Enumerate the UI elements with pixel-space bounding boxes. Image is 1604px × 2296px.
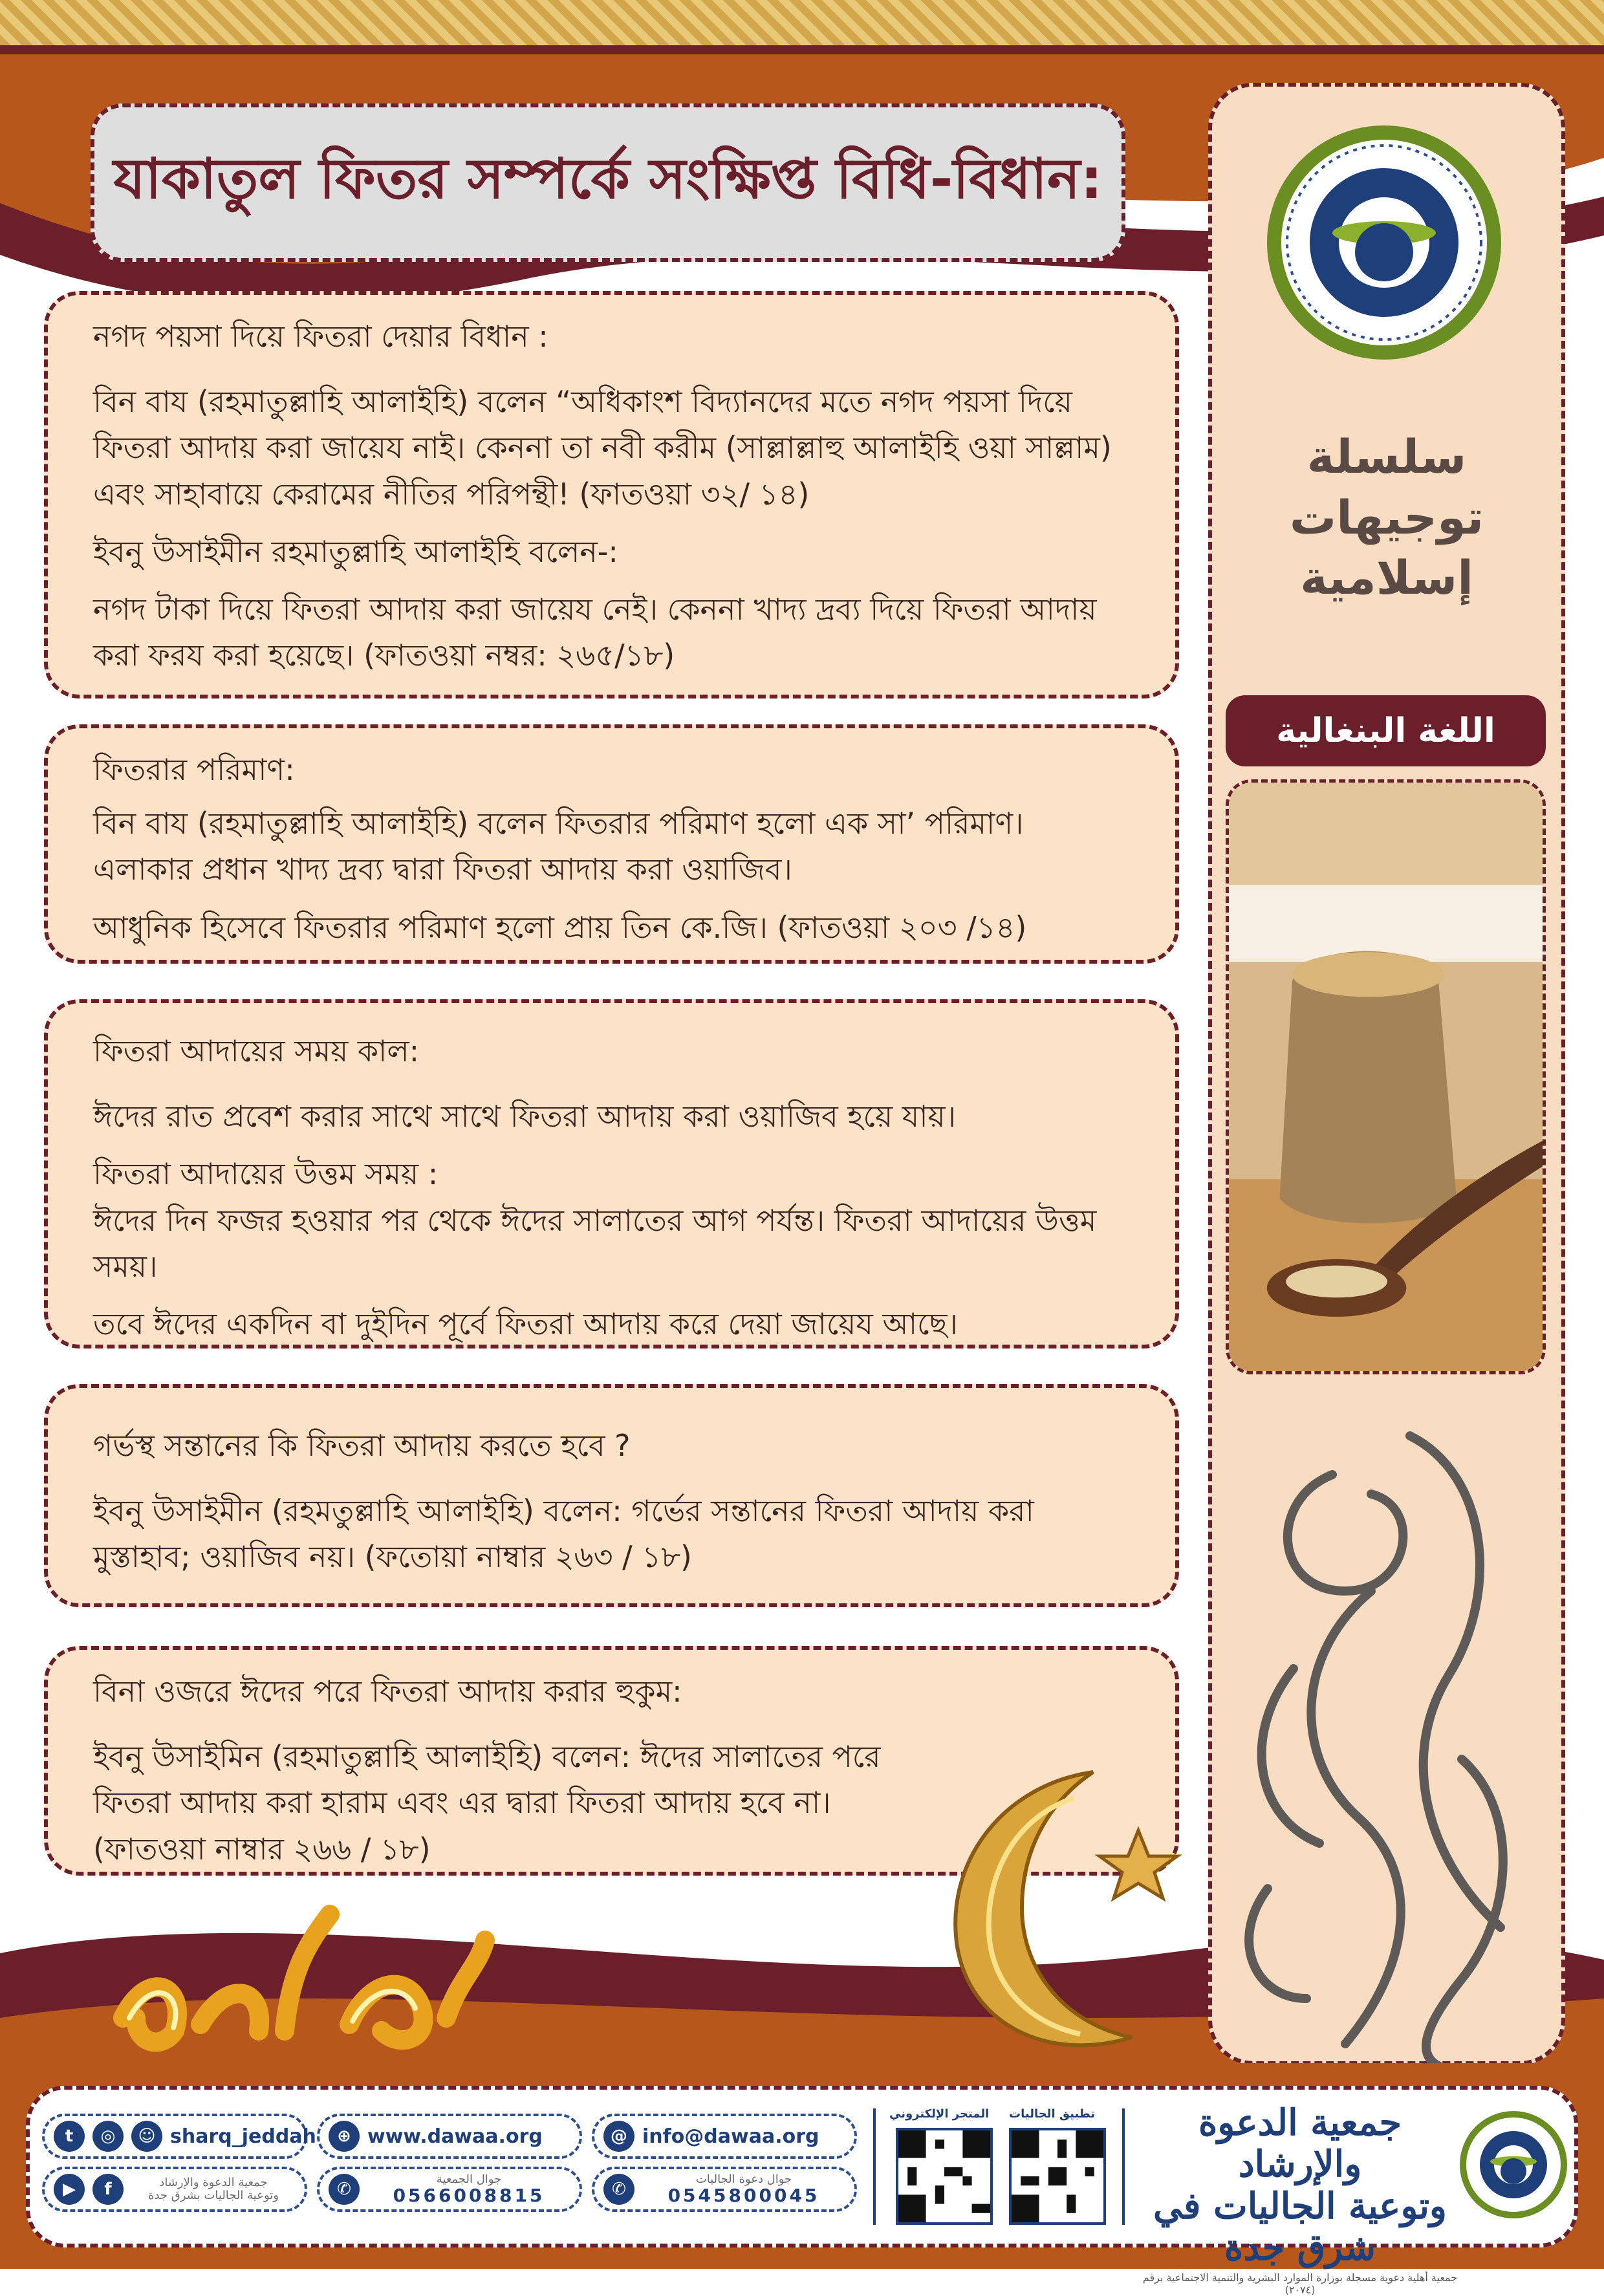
twitter-icon[interactable]: t: [54, 2121, 85, 2152]
facebook-icon[interactable]: f: [92, 2174, 124, 2205]
phone2-pill[interactable]: [592, 2167, 857, 2212]
whatsapp-icon[interactable]: ✆: [329, 2174, 360, 2205]
series-line: توجيهات: [1289, 490, 1484, 545]
card-paragraph: বিন বায (রহমাতুল্লাহি আলাইহি) বলেন “অধিকাংশ বিদ্যানদের মতে নগদ পয়সা দিয়ে ফিতরা আদায় করা জায়েয নাই। কেননা তা নবী করীম (সাল্লাল্লাহু আলাইহি ওয়া সাল্লাম) এবং সাহাবায়ে কেরামের নীতির পরিপন্থী! (ফাতওয়া ৩২/ ১৪): [93, 384, 1112, 512]
footer-logo: [1458, 2110, 1568, 2220]
info-card-fitra-time: [44, 999, 1179, 1348]
card-paragraph: নগদ টাকা দিয়ে ফিতরা আদায় করা জায়েয নেই। কেননা খাদ্য দ্রব্য দিয়ে ফিতরা আদায় করা ফরয করা হয়েছে। (ফাতওয়া নম্বর: ২৬৫/১৮): [93, 592, 1097, 673]
footer-divider: [873, 2108, 876, 2225]
info-card-unborn-child: [44, 1384, 1179, 1607]
qr-code-store[interactable]: [896, 2128, 993, 2225]
org-small-line: وتوعية الجاليات بشرق جدة: [148, 2189, 279, 2202]
card-paragraph: ইবনু উসাইমীন রহমাতুল্লাহি আলাইহি বলেন-:: [93, 534, 618, 569]
qr-label: تطبيق الجاليات: [1009, 2107, 1096, 2121]
crescent-moon-ornament: [925, 1759, 1197, 2057]
series-line: سلسلة: [1306, 429, 1467, 484]
qr-code-app[interactable]: [1009, 2128, 1106, 2225]
info-card-cash-fitra: [44, 291, 1179, 699]
email-pill[interactable]: [592, 2114, 857, 2159]
snapchat-icon[interactable]: ☺: [131, 2121, 162, 2152]
card-paragraph: ইবনু উসাইমিন (রহমাতুল্লাহি আলাইহি) বলেন: ঈদের সালাতের পরে ফিতরা আদায় করা হারাম এবং এর দ্বারা ফিতরা আদায় হবে না। (ফাতওয়া নাম্বার ২৬৬ / ১৮): [93, 1739, 881, 1867]
page-title: যাকাতুল ফিতর সম্পর্কে সংক্ষিপ্ত বিধি-বিধান:: [113, 147, 1103, 211]
card-paragraph: ঈদের দিন ফজর হওয়ার পর থেকে ঈদের সালাতের আগ পর্যন্ত। ফিতরা আদায়ের উত্তম সময়।: [93, 1202, 1097, 1284]
card-paragraph: বিন বায (রহমাতুল্লাহি আলাইহি) বলেন ফিতরার পরিমাণ হলো এক সা’ পরিমাণ। এলাকার প্রধান খাদ্য দ্রব্য দ্বারা ফিতরা আদায় করা ওয়াজিব।: [93, 806, 1024, 887]
phone-label: جوال الجمعية: [436, 2172, 502, 2186]
title-box: [91, 103, 1125, 262]
social-org-pill[interactable]: [42, 2167, 307, 2212]
website-pill[interactable]: [317, 2114, 582, 2159]
card-paragraph: তবে ঈদের একদিন বা দুইদিন পূর্বে ফিতরা আদায় করে দেয়া জায়েয আছে।: [93, 1306, 958, 1342]
series-title: [1208, 427, 1565, 609]
phone-label: جوال دعوة الجاليات: [695, 2172, 792, 2186]
series-line: إسلامية: [1300, 550, 1473, 605]
card-heading: ফিতরার পরিমাণ:: [93, 752, 295, 787]
info-card-fitra-amount: [44, 724, 1179, 964]
swirl-ornament: [1216, 1397, 1559, 2070]
website-link[interactable]: www.dawaa.org: [367, 2125, 543, 2148]
top-maroon-band: [0, 45, 1604, 54]
org-name-line: جمعية الدعوة والإرشاد: [1198, 2101, 1402, 2186]
footer-divider: [1122, 2108, 1125, 2225]
org-registration: جمعية أهلية دعوية مسجلة بوزارة الموارد البشرية والتنمية الاجتماعية برقم (٢٠٧٤): [1142, 2271, 1458, 2296]
instagram-icon[interactable]: ◎: [92, 2121, 124, 2152]
social-handle[interactable]: sharq_jeddah: [170, 2125, 316, 2148]
language-label: اللغة البنغالية: [1226, 695, 1546, 766]
card-heading: গর্ভস্থ সন্তানের কি ফিতরা আদায় করতে হবে ?: [93, 1428, 631, 1463]
globe-icon[interactable]: ⊕: [329, 2121, 360, 2152]
youtube-icon[interactable]: ▶: [54, 2174, 85, 2205]
qr-label: المتجر الإلكتروني: [889, 2107, 990, 2121]
ramadan-calligraphy: [97, 1889, 498, 2063]
card-paragraph: ইবনু উসাইমীন (রহমতুল্লাহি আলাইহি) বলেন: গর্ভের সন্তানের ফিতরা আদায় করা মুস্তাহাব; ওয়াজিব নয়। (ফতোয়া নাম্বার ২৬৩ / ১৮): [93, 1493, 1034, 1575]
card-paragraph: ঈদের রাত প্রবেশ করার সাথে সাথে ফিতরা আদায় করা ওয়াজিব হয়ে যায়।: [93, 1099, 957, 1134]
card-paragraph: আধুনিক হিসেবে ফিতরার পরিমাণ হলো প্রায় তিন কে.জি। (ফাতওয়া ২০৩ /১৪): [93, 909, 1027, 945]
grain-sack-photo: [1226, 779, 1546, 1374]
email-icon[interactable]: @: [603, 2121, 634, 2152]
top-gold-band: [0, 0, 1604, 45]
email-link[interactable]: info@dawaa.org: [642, 2125, 819, 2148]
card-subheading: ফিতরা আদায়ের উত্তম সময় :: [93, 1156, 439, 1192]
phone-number[interactable]: 0566008815: [393, 2184, 545, 2206]
organization-logo: [1261, 120, 1507, 365]
whatsapp-icon[interactable]: ✆: [603, 2174, 634, 2205]
phone1-pill[interactable]: [317, 2167, 582, 2212]
card-heading: ফিতরা আদায়ের সময় কাল:: [93, 1034, 420, 1068]
card-heading: নগদ পয়সা দিয়ে ফিতরা দেয়ার বিধান :: [93, 319, 548, 354]
card-heading: বিনা ওজরে ঈদের পরে ফিতরা আদায় করার হুকুম:: [93, 1674, 682, 1709]
org-name-line: وتوعية الجاليات في شرق جدة: [1153, 2184, 1447, 2269]
phone-number[interactable]: 0545800045: [667, 2184, 820, 2206]
organization-name-block: [1138, 2101, 1462, 2296]
org-small-line: جمعية الدعوة والإرشاد: [159, 2176, 268, 2190]
social-handle-pill[interactable]: [42, 2114, 316, 2159]
